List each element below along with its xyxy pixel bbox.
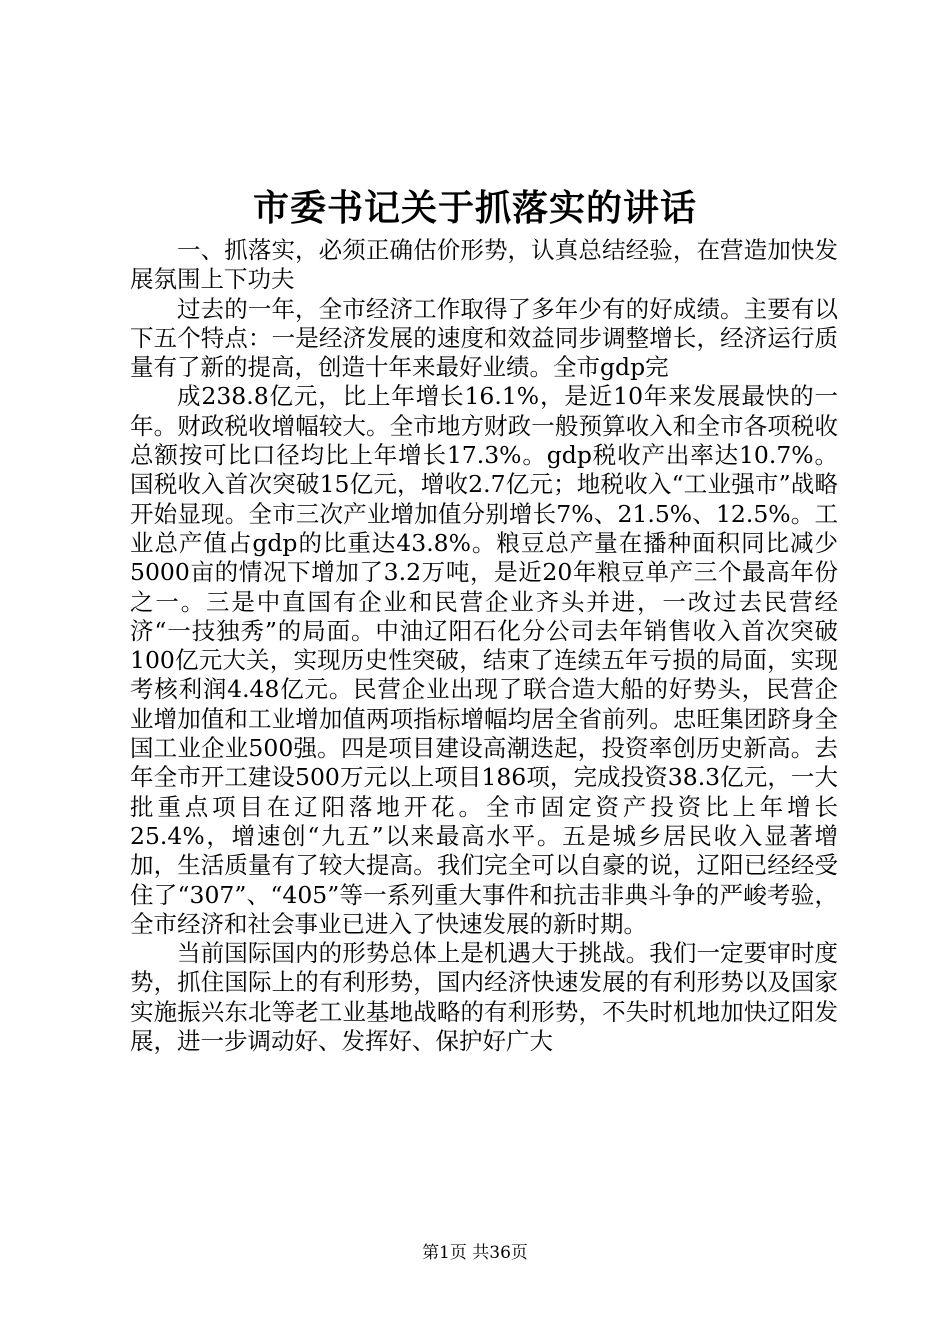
document-title: 市委书记关于抓落实的讲话 <box>252 187 697 229</box>
paragraph-3: 当前国际国内的形势总体上是机遇大于挑战。我们一定要审时度势，抓住国际上的有利形势，国内经济快速发展的有利形势以及国家实施振兴东北等老工业基地战略的有利形势，不失时机地加快辽阳发展，进一步调动好、发挥好、保护好广大 <box>130 939 838 1056</box>
paragraph-heading: 一、抓落实，必须正确估价形势，认真总结经验，在营造加快发展氛围上下功夫 <box>130 236 838 294</box>
paragraph-2: 成238.8亿元，比上年增长16.1%，是近10年来发展最快的一年。财政税收增幅较大。全市地方财政一般预算收入和全市各项税收总额按可比口径均比上年增长17.3%。gdp税收产出率达10.7%。国税收入首次突破15亿元，增收2.7亿元；地税收入“工业强市”战略开始显现。全市三次产业增加值分别增长7%、21.5%、12.5%。工业总产值占gdp的比重达43.8%。粮豆总产量在播种面积同比减少5000亩的情况下增加了3.2万吨，是近20年粮豆单产三个最高年份之一。三是中直国有企业和民营企业齐头并进，一改过去民营经济“一技独秀”的局面。中油辽阳石化分公司去年销售收入首次突破100亿元大关，实现历史性突破，结束了连续五年亏损的局面，实现考核利润4.48亿元。民营企业出现了联合造大船的好势头，民营企业增加值和工业增加值两项指标增幅均居全省前列。忠旺集团跻身全国工业企业500强。四是项目建设高潮迭起，投资率创历史新高。去年全市开工建设500万元以上项目186项，完成投资38.3亿元，一大批重点项目在辽阳落地开花。全市固定资产投资比上年增长25.4%，增速创“九五”以来最高水平。五是城乡居民收入显著增加，生活质量有了较大提高。我们完全可以自豪的说，辽阳已经经受住了“307”、“405”等一系列重大事件和抗击非典斗争的严峻考验，全市经济和社会事业已进入了快速发展的新时期。 <box>130 382 838 938</box>
paragraph-1: 过去的一年，全市经济工作取得了多年少有的好成绩。主要有以下五个特点：一是经济发展的速度和效益同步调整增长，经济运行质量有了新的提高，创造十年来最好业绩。全市gdp完 <box>130 294 838 382</box>
page-number-footer: 第1页 共36页 <box>422 1243 528 1263</box>
document-body <box>130 236 838 1056</box>
